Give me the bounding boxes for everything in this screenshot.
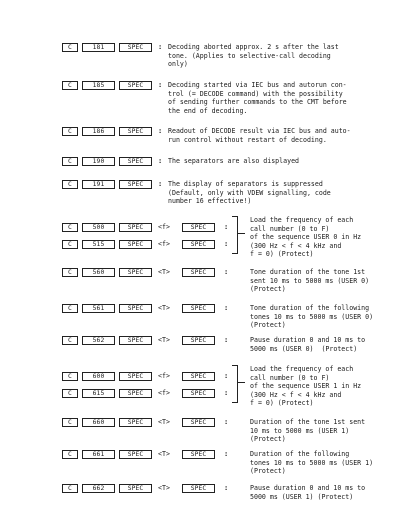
- key-spec: SPEC: [119, 450, 152, 459]
- parameter-t: <T>: [158, 484, 170, 492]
- key-spec: SPEC: [182, 484, 215, 493]
- key-code: 500: [82, 223, 115, 232]
- key-c: C: [62, 43, 78, 52]
- separator-colon: :: [224, 418, 229, 426]
- parameter-t: <T>: [158, 304, 170, 312]
- entry-description: Tone duration of the following tones 10 ms to 5000 ms (USER 0) (Protect): [250, 304, 374, 330]
- entry-description: Duration of the following tones 10 ms to 5000 ms (USER 1) (Protect): [250, 450, 374, 476]
- key-spec: SPEC: [119, 304, 152, 313]
- key-spec: SPEC: [182, 372, 215, 381]
- key-c: C: [62, 81, 78, 90]
- key-spec: SPEC: [119, 484, 152, 493]
- entry-description: Readout of DECODE result via IEC bus and auto- run control without restart of decoding.: [168, 127, 351, 144]
- key-code: 561: [82, 304, 115, 313]
- parameter-t: <T>: [158, 418, 170, 426]
- key-spec: SPEC: [119, 223, 152, 232]
- separator-colon: :: [158, 43, 163, 51]
- key-spec: SPEC: [119, 418, 152, 427]
- key-code: 660: [82, 418, 115, 427]
- separator-colon: :: [224, 372, 229, 380]
- parameter-f: <f>: [158, 372, 170, 380]
- key-spec: SPEC: [119, 389, 152, 398]
- key-spec: SPEC: [119, 81, 152, 90]
- key-c: C: [62, 127, 78, 136]
- key-c: C: [62, 268, 78, 277]
- key-code: 615: [82, 389, 115, 398]
- key-c: C: [62, 240, 78, 249]
- separator-colon: :: [224, 484, 229, 492]
- key-spec: SPEC: [182, 418, 215, 427]
- group-bracket: [232, 365, 238, 403]
- parameter-f: <f>: [158, 240, 170, 248]
- separator-colon: :: [224, 268, 229, 276]
- key-c: C: [62, 372, 78, 381]
- key-spec: SPEC: [119, 127, 152, 136]
- key-c: C: [62, 450, 78, 459]
- separator-colon: :: [224, 304, 229, 312]
- key-spec: SPEC: [182, 240, 215, 249]
- key-code: 600: [82, 372, 115, 381]
- separator-colon: :: [158, 127, 163, 135]
- entry-description: The display of separators is suppressed (Default, only with VDEW signalling, code number 16 effective!): [168, 180, 331, 206]
- bracket-tick: [237, 233, 245, 234]
- group-description: Load the frequency of each call number (0 to F) of the sequence USER 0 in Hz (300 Hz < f < 4 kHz and f = 0) (Protect): [250, 216, 362, 259]
- key-code: 181: [82, 43, 115, 52]
- key-c: C: [62, 336, 78, 345]
- separator-colon: :: [158, 157, 163, 165]
- key-code: 190: [82, 157, 115, 166]
- entry-description: Pause duration 0 and 10 ms to 5000 ms (USER 0) (Protect): [250, 336, 366, 353]
- key-code: 662: [82, 484, 115, 493]
- group-bracket: [232, 216, 238, 254]
- separator-colon: :: [224, 223, 229, 231]
- key-c: C: [62, 304, 78, 313]
- key-c: C: [62, 223, 78, 232]
- parameter-t: <T>: [158, 268, 170, 276]
- key-spec: SPEC: [119, 336, 152, 345]
- parameter-f: <f>: [158, 223, 170, 231]
- parameter-t: <T>: [158, 450, 170, 458]
- key-code: 191: [82, 180, 115, 189]
- separator-colon: :: [158, 81, 163, 89]
- entry-description: Tone duration of the tone 1st sent 10 ms to 5000 ms (USER 0) (Protect): [250, 268, 370, 294]
- key-spec: SPEC: [182, 304, 215, 313]
- parameter-t: <T>: [158, 336, 170, 344]
- separator-colon: :: [224, 240, 229, 248]
- key-spec: SPEC: [182, 450, 215, 459]
- key-code: 515: [82, 240, 115, 249]
- key-code: 186: [82, 127, 115, 136]
- key-spec: SPEC: [119, 157, 152, 166]
- key-c: C: [62, 180, 78, 189]
- parameter-f: <f>: [158, 389, 170, 397]
- group-description: Load the frequency of each call number (0 to F) of the sequence USER 1 in Hz (300 Hz < f < 4 kHz and f = 0) (Protect): [250, 365, 362, 408]
- key-spec: SPEC: [119, 43, 152, 52]
- key-code: 560: [82, 268, 115, 277]
- key-spec: SPEC: [182, 389, 215, 398]
- entry-description: The separators are also displayed: [168, 157, 300, 165]
- separator-colon: :: [224, 389, 229, 397]
- key-spec: SPEC: [182, 268, 215, 277]
- key-spec: SPEC: [119, 180, 152, 189]
- frequency-group: [0, 216, 400, 260]
- key-code: 185: [82, 81, 115, 90]
- key-spec: SPEC: [182, 223, 215, 232]
- key-c: C: [62, 418, 78, 427]
- key-code: 661: [82, 450, 115, 459]
- key-c: C: [62, 157, 78, 166]
- entry-description: Pause duration 0 and 10 ms to 5000 ms (USER 1) (Protect): [250, 484, 366, 501]
- key-spec: SPEC: [119, 372, 152, 381]
- entry-description: Duration of the tone 1st sent 10 ms to 5000 ms (USER 1) (Protect): [250, 418, 366, 444]
- key-spec: SPEC: [182, 336, 215, 345]
- key-code: 562: [82, 336, 115, 345]
- key-spec: SPEC: [119, 268, 152, 277]
- key-c: C: [62, 484, 78, 493]
- entry-description: Decoding aborted approx. 2 s after the last tone. (Applies to selective-call decoding only): [168, 43, 339, 69]
- key-spec: SPEC: [119, 240, 152, 249]
- bracket-tick: [237, 382, 245, 383]
- frequency-group: [0, 365, 400, 409]
- separator-colon: :: [158, 180, 163, 188]
- separator-colon: :: [224, 450, 229, 458]
- key-c: C: [62, 389, 78, 398]
- separator-colon: :: [224, 336, 229, 344]
- entry-description: Decoding started via IEC bus and autorun con- trol (= DECODE command) with the possibility of sending further commands to the CMT before the end of decoding.: [168, 81, 347, 115]
